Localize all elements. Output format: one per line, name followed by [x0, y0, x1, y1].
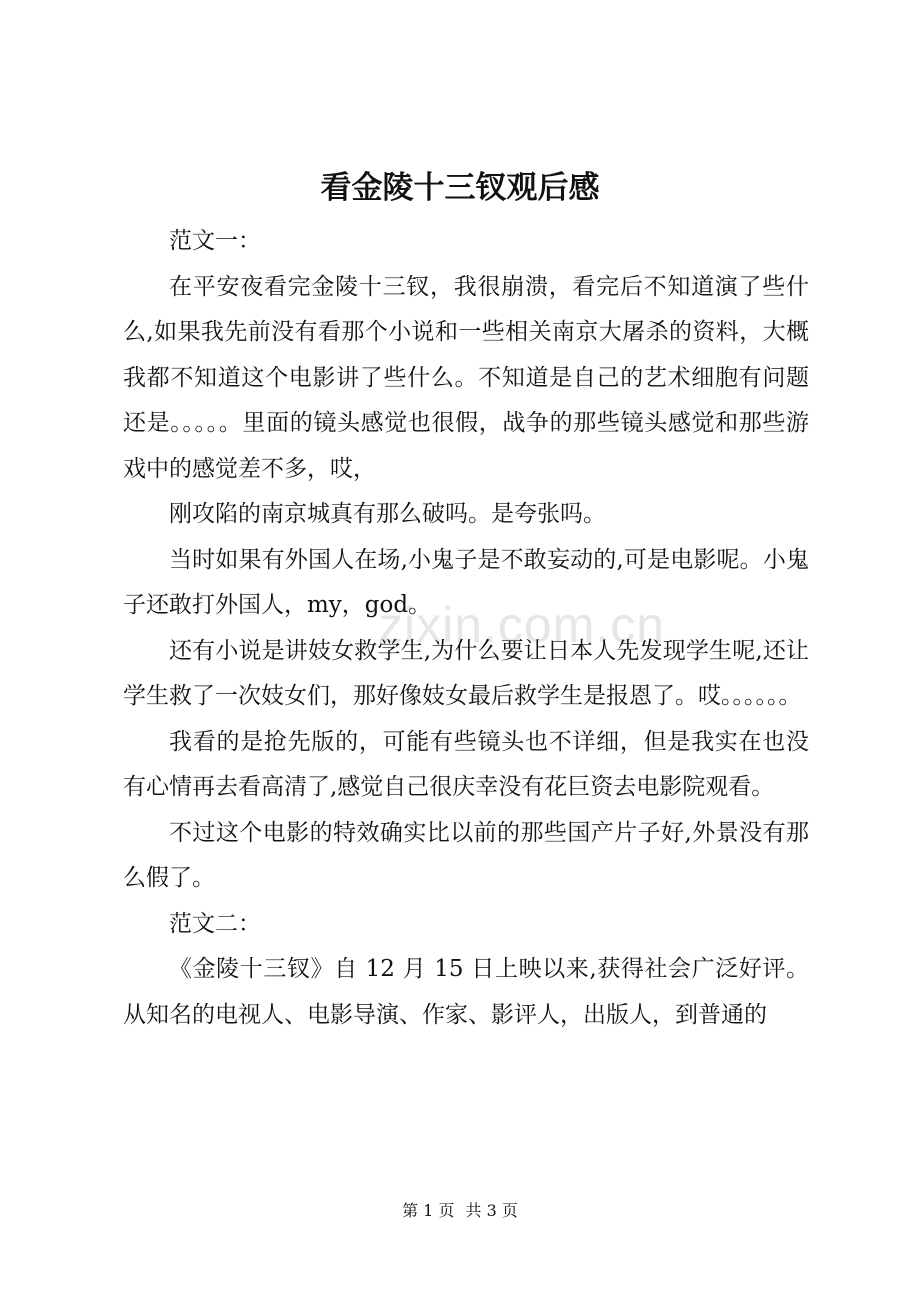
paragraph-8: 范文二：: [169, 910, 261, 937]
document-title: 看金陵十三钗观后感: [320, 170, 600, 206]
document-body: [123, 219, 809, 1038]
page-number: 第 1 页: [402, 1201, 455, 1220]
paragraph-6: 我看的是抢先版的，可能有些镜头也不详细，但是我实在也没有心情再去看高清了,感觉自己很庆幸没有花巨资去电影院观看。: [123, 728, 809, 800]
paragraph-4: 当时如果有外国人在场,小鬼子是不敢妄动的,可是电影呢。小鬼子还敢打外国人，my，god。: [123, 546, 809, 618]
paragraph-3: 刚攻陷的南京城真有那么破吗。是夸张吗。: [169, 501, 606, 527]
paragraph-2: 在平安夜看完金陵十三钗，我很崩溃，看完后不知道演了些什么,如果我先前没有看那个小说和一些相关南京大屠杀的资料，大概我都不知道这个电影讲了些什么。不知道是自己的艺术细胞有问题还是。。。。。里面的镜头感觉也很假，战争的那些镜头感觉和那些游戏中的感觉差不多，哎，: [123, 273, 809, 482]
watermark: zixin.com.cn: [378, 597, 666, 653]
page-footer: [0, 1199, 920, 1223]
paragraph-9: 《金陵十三钗》自 12 月 15 日上映以来,获得社会广泛好评。从知名的电视人、电影导演、作家、影评人，出版人，到普通的: [123, 956, 809, 1028]
paragraph-7: 不过这个电影的特效确实比以前的那些国产片子好,外景没有那么假了。: [123, 819, 809, 891]
paragraph-5: 还有小说是讲妓女救学生,为什么要让日本人先发现学生呢,还让学生救了一次妓女们，那好像妓女最后救学生是报恩了。哎。。。。。。: [123, 637, 809, 709]
page-total: 共 3 页: [465, 1201, 518, 1220]
paragraph-1: 范文一：: [169, 228, 261, 254]
